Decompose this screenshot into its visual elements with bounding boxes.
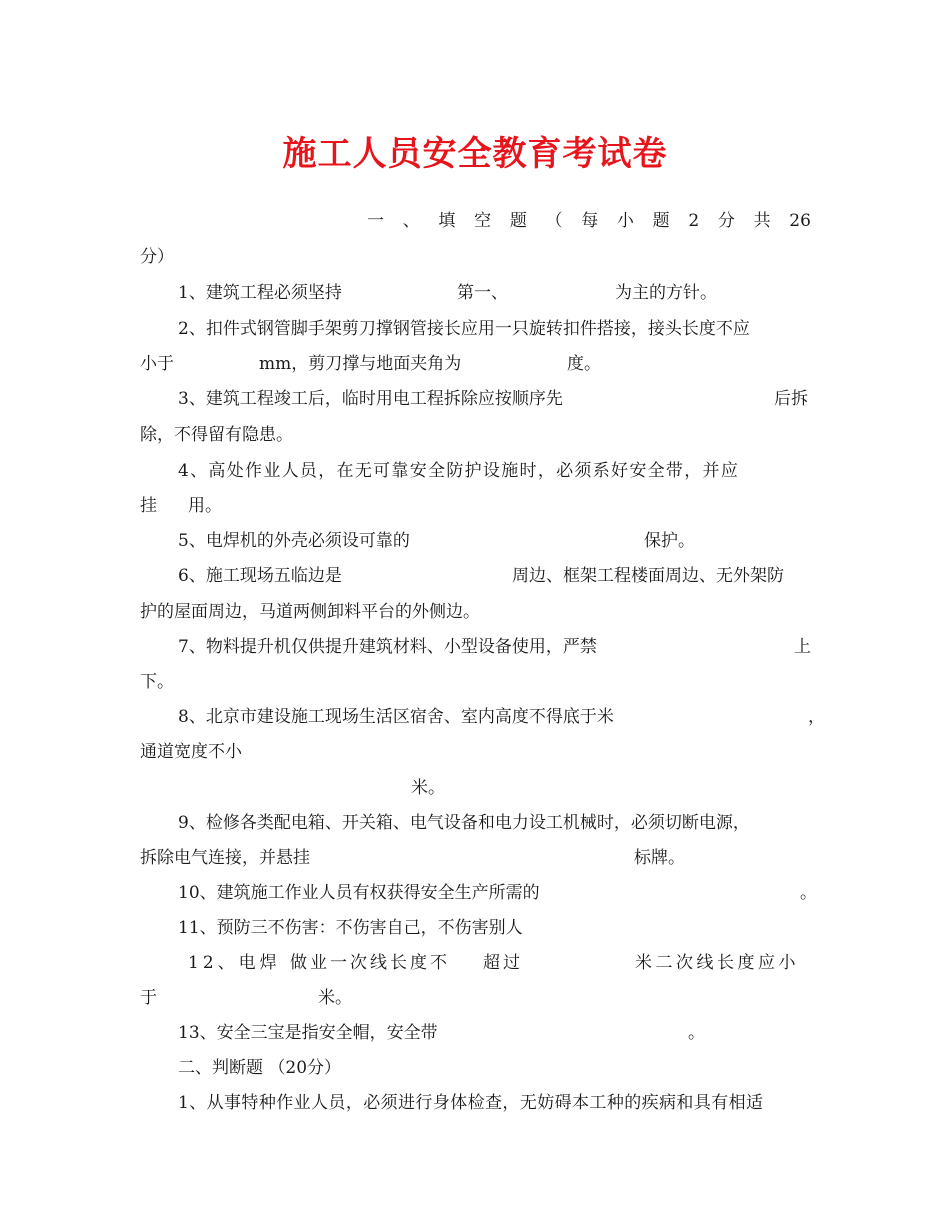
section1-heading-part: 共 xyxy=(753,211,771,231)
page-title: 施工人员安全教育考试卷 xyxy=(282,134,668,174)
q4-text-b: 用。 xyxy=(188,496,222,516)
section1-heading-part: 26 xyxy=(789,211,811,231)
section1-heading-part: （ xyxy=(545,211,563,231)
q4-line1: 4、高处作业人员，在无可靠安全防护设施时，必须系好安全带，并应 xyxy=(178,461,740,481)
q4-text-a: 挂 xyxy=(140,496,157,516)
q8-text-b: ， xyxy=(808,707,825,727)
q10-text-b: 。 xyxy=(800,883,817,903)
q2-text-c: 度。 xyxy=(567,354,601,374)
q3-text-b: 后拆 xyxy=(774,389,808,409)
q7-line2: 下。 xyxy=(140,672,174,692)
q2-text-b: mm，剪刀撑与地面夹角为 xyxy=(259,354,462,374)
q8-line3: 米。 xyxy=(411,778,445,798)
q10-text-a: 10、建筑施工作业人员有权获得安全生产所需的 xyxy=(178,883,540,903)
q12-text-e: 于 xyxy=(140,988,157,1008)
q13-text-b: 。 xyxy=(688,1023,705,1043)
section1-heading-part: 题 xyxy=(652,211,670,231)
q1-text-c: 为主的方针。 xyxy=(615,283,717,303)
section1-heading-part: 填 xyxy=(438,211,456,231)
section1-heading-part: 分 xyxy=(717,211,735,231)
q12-text-d: 米二次线长度应小 xyxy=(635,953,799,973)
section1-heading-part: 、 xyxy=(402,211,420,231)
section1-heading-part: 2 xyxy=(688,211,700,231)
q6-text-b: 周边、框架工程楼面周边、无外架防 xyxy=(512,566,784,586)
section2-heading: 二、判断题 （20分） xyxy=(178,1058,342,1078)
q12-text-c: 超过 xyxy=(483,953,523,973)
section1-heading-tail: 分） xyxy=(140,247,174,267)
q7-text-b: 上 xyxy=(794,637,811,657)
q12-text-a: 12、电焊 xyxy=(188,953,281,973)
q6-text-a: 6、施工现场五临边是 xyxy=(178,566,342,586)
q12-text-b: 做业一次线长度不 xyxy=(290,953,450,973)
q6-line2: 护的屋面周边，马道两侧卸料平台的外侧边。 xyxy=(140,602,480,622)
q7-text-a: 7、物料提升机仅供提升建筑材料、小型设备使用，严禁 xyxy=(178,637,597,657)
q1-text-a: 1、建筑工程必须坚持 xyxy=(178,283,342,303)
q3-text-a: 3、建筑工程竣工后，临时用电工程拆除应按顺序先 xyxy=(178,389,563,409)
section1-heading-part: 题 xyxy=(509,211,527,231)
q12-text-f: 米。 xyxy=(318,988,352,1008)
q5-text-a: 5、电焊机的外壳必须设可靠的 xyxy=(178,531,410,551)
q9-text-a: 拆除电气连接，并悬挂 xyxy=(140,848,310,868)
q8-text-a: 8、北京市建设施工现场生活区宿舍、室内高度不得底于米 xyxy=(178,707,614,727)
q8-line2: 通道宽度不小 xyxy=(140,742,242,762)
q5-text-b: 保护。 xyxy=(644,531,695,551)
section1-heading-part: 空 xyxy=(474,211,492,231)
section1-heading xyxy=(367,210,811,232)
q9-line1: 9、检修各类配电箱、开关箱、电气设备和电力设工机械时，必须切断电源， xyxy=(178,813,750,833)
q3-line2: 除，不得留有隐患。 xyxy=(140,425,293,445)
q1-text-b: 第一、 xyxy=(457,283,508,303)
q2-text-a: 小于 xyxy=(140,354,174,374)
q11-text: 11、预防三不伤害：不伤害自己，不伤害别人 xyxy=(178,918,523,938)
section1-heading-part: 一 xyxy=(367,211,384,231)
section1-heading-part: 每 xyxy=(581,211,599,231)
q13-text-a: 13、安全三宝是指安全帽，安全带 xyxy=(178,1023,438,1043)
section1-heading-part: 小 xyxy=(616,211,634,231)
q9-text-b: 标牌。 xyxy=(634,848,685,868)
j1-text: 1、从事特种作业人员，必须进行身体检查，无妨碍本工种的疾病和具有相适 xyxy=(178,1093,764,1113)
q2-line1: 2、扣件式钢管脚手架剪刀撑钢管接长应用一只旋转扣件搭接，接头长度不应 xyxy=(178,319,750,339)
